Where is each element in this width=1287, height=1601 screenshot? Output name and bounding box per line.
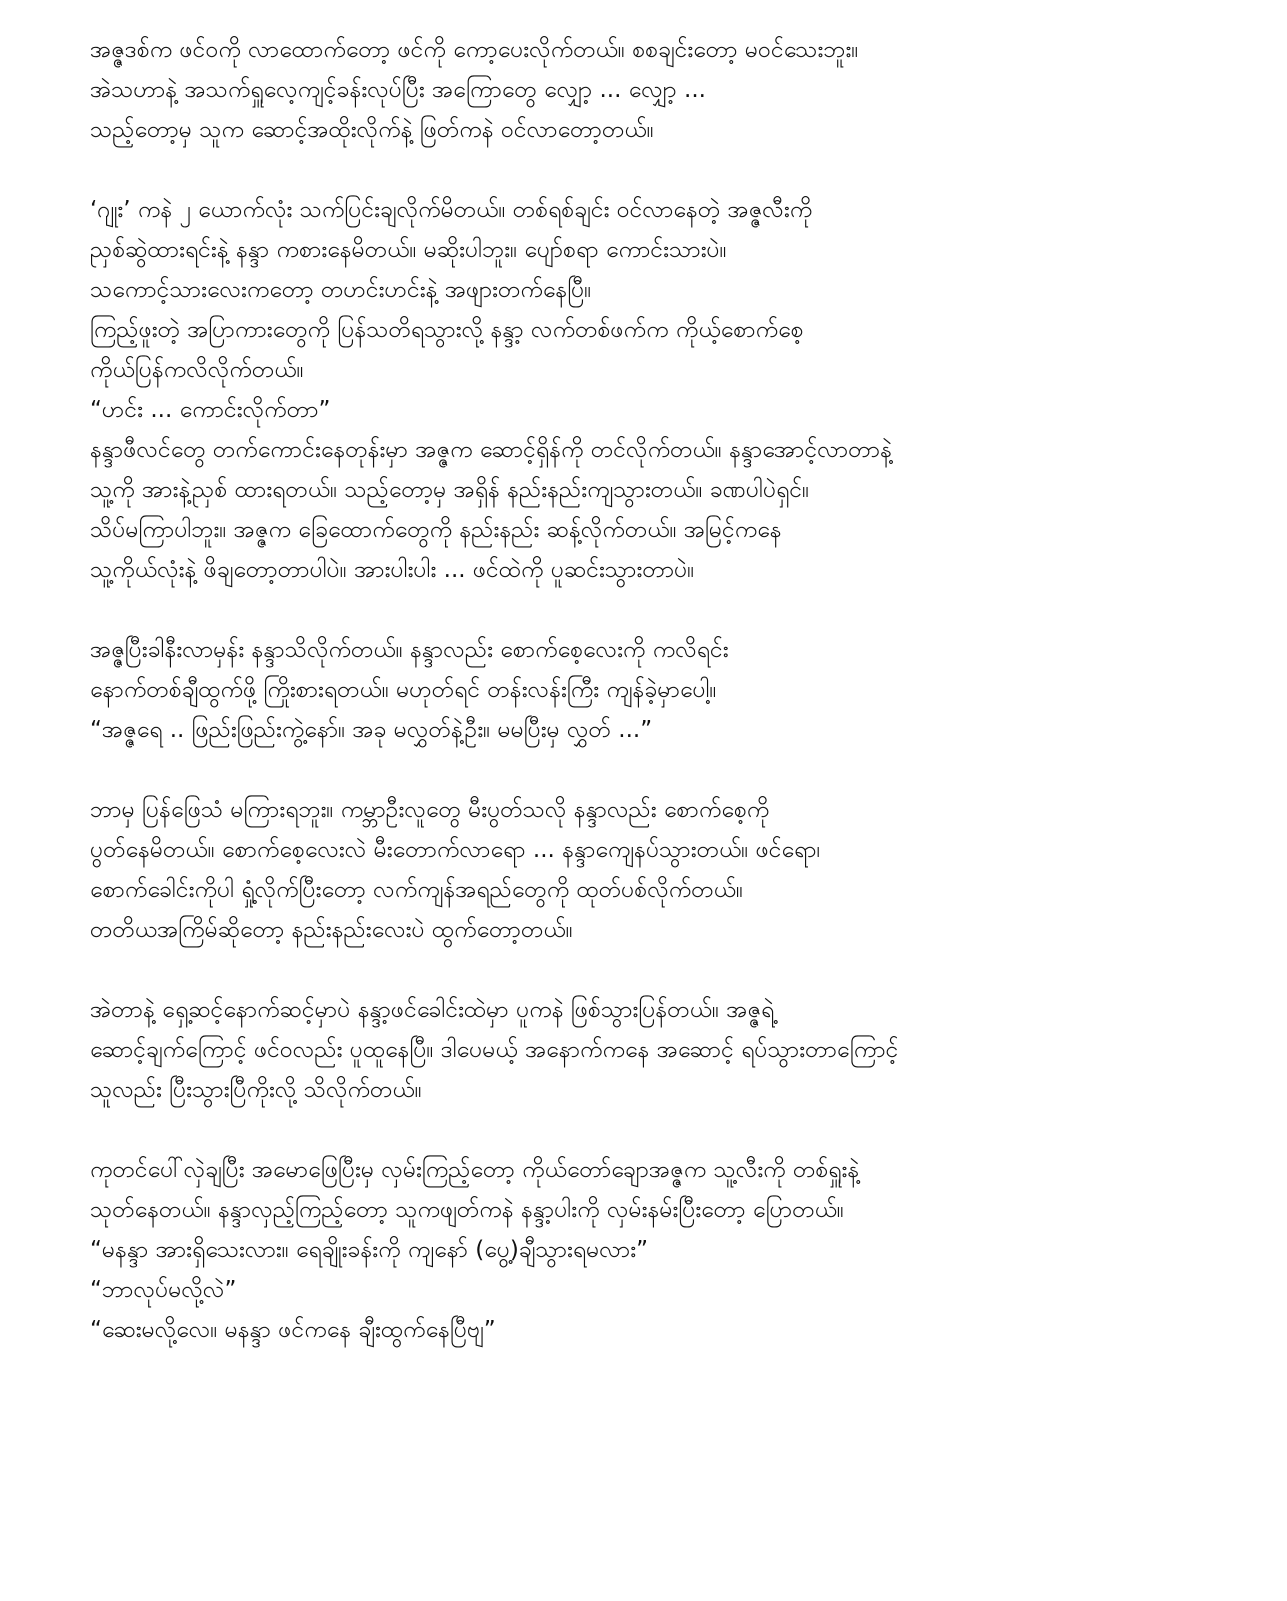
story-text — [90, 30, 1240, 1390]
text-line: အဇ္ဇပြီးခါနီးလာမှန်း နန္ဒာသိလိုက်တယ်။ နန္ဒာလည်း စောက်စေ့လေးကို ကလိရင်း — [90, 637, 729, 663]
text-line: စောက်ခေါင်းကိုပါ ရှုံ့လိုက်ပြီးတော့ လက်ကျန်အရည်တွေကို ထုတ်ပစ်လိုက်တယ်။ — [90, 877, 743, 903]
dialogue-line: “ဟင်း ... ကောင်းလိုက်တာ” — [90, 397, 331, 423]
text-line: ကိုယ်ပြန်ကလိလိုက်တယ်။ — [90, 357, 304, 383]
text-line: နန္ဒာဖီလင်တွေ တက်ကောင်းနေတုန်းမှာ အဇ္ဇက ဆောင့်ရှိန်ကို တင်လိုက်တယ်။ နန္ဒာအောင့်လာတာနဲ့ — [90, 437, 893, 463]
text-line: သကောင့်သားလေးကတော့ တဟင်းဟင်းနဲ့ အဖျားတက်နေပြီ။ — [90, 277, 592, 303]
text-line: ပွတ်နေမိတယ်။ စောက်စေ့လေးလဲ မီးတောက်လာရော ... နန္ဒာကျေနပ်သွားတယ်။ ဖင်ရော၊ — [90, 837, 821, 863]
text-line: သူလည်း ပြီးသွားပြီကိုးလို့ သိလိုက်တယ်။ — [90, 1077, 422, 1103]
paragraph-4 — [90, 790, 1240, 950]
dialogue-line: “မနန္ဒာ အားရှိသေးလား။ ရေချိုးခန်းကို ကျနော် (ပွေ့)ချီသွားရမလား” — [90, 1237, 649, 1263]
dialogue-line: “ဘာလုပ်မလို့လဲ” — [90, 1277, 237, 1303]
paragraph-5 — [90, 990, 1240, 1110]
paragraph-2 — [90, 190, 1240, 590]
text-line: သုတ်နေတယ်။ နန္ဒာလှည့်ကြည့်တော့ သူကဖျတ်ကနဲ နန္ဒာ့ပါးကို လှမ်းနမ်းပြီးတော့ ပြောတယ်။ — [90, 1197, 844, 1223]
text-line: သူ့ကိုယ်လုံးနဲ့ ဖိချတော့တာပါပဲ။ အားပါးပါး ... ဖင်ထဲကို ပူဆင်းသွားတာပဲ။ — [90, 557, 695, 583]
text-line: ‘ဂျုး’ ကနဲ ၂ ယောက်လုံး သက်ပြင်းချလိုက်မိတယ်။ တစ်ရစ်ချင်း ဝင်လာနေတဲ့ အဇ္ဇလီးကို — [90, 197, 813, 223]
text-line: ဆောင့်ချက်ကြောင့် ဖင်ဝလည်း ပူထူနေပြီ။ ဒါပေမယ့် အနောက်ကနေ အဆောင့် ရပ်သွားတာကြောင့် — [90, 1037, 899, 1063]
paragraph-3 — [90, 630, 1240, 750]
dialogue-line: “ဆေးမလို့လေ။ မနန္ဒာ ဖင်ကနေ ချီးထွက်နေပြီဗျ” — [90, 1317, 496, 1343]
text-line: ကုတင်ပေါ်လှဲချပြီး အမောဖြေပြီးမှ လှမ်းကြည့်တော့ ကိုယ်တော်ချောအဇ္ဇက သူ့လီးကို တစ်ရှူးနဲ့ — [90, 1157, 860, 1183]
text-line: ဘာမှ ပြန်ဖြေသံ မကြားရဘူး။ ကမ္ဘာဦးလူတွေ မီးပွတ်သလို နန္ဒာလည်း စောက်စေ့ကို — [90, 797, 770, 823]
paragraph-6 — [90, 1150, 1240, 1350]
text-line: ညှစ်ဆွဲထားရင်းနဲ့ နန္ဒာ ကစားနေမိတယ်။ မဆိုးပါဘူး။ ပျော်စရာ ကောင်းသားပဲ။ — [90, 237, 727, 263]
text-line: အဇ္ဇဒစ်က ဖင်ဝကို လာထောက်တော့ ဖင်ကို ကော့ပေးလိုက်တယ်။ စစချင်းတော့ မဝင်သေးဘူး။ — [90, 37, 859, 63]
text-line: နောက်တစ်ချီထွက်ဖို့ ကြိုးစားရတယ်။ မဟုတ်ရင် တန်းလန်းကြီး ကျန်ခဲ့မှာပေါ့။ — [90, 677, 717, 703]
text-line: အဲသဟာနဲ့ အသက်ရှူလေ့ကျင့်ခန်းလုပ်ပြီး အကြောတွေ လျှော့ ... လျှော့ ... — [90, 77, 706, 103]
text-line: အဲတာနဲ့ ရှေ့ဆင့်နောက်ဆင့်မှာပဲ နန္ဒာ့ဖင်ခေါင်းထဲမှာ ပူကနဲ ဖြစ်သွားပြန်တယ်။ အဇ္ဇရဲ့ — [90, 997, 775, 1023]
paragraph-1 — [90, 30, 1240, 150]
text-line: တတိယအကြိမ်ဆိုတော့ နည်းနည်းလေးပဲ ထွက်တော့တယ်။ — [90, 917, 573, 943]
text-line: ကြည့်ဖူးတဲ့ အပြာကားတွေကို ပြန်သတိရသွားလို့ နန္ဒာ့ လက်တစ်ဖက်က ကိုယ့်စောက်စေ့ — [90, 317, 804, 343]
text-line: သူ့ကို အားနဲ့ညှစ် ထားရတယ်။ သည့်တော့မှ အရှိန် နည်းနည်းကျသွားတယ်။ ခဏပါပဲရှင်။ — [90, 477, 810, 503]
dialogue-line: “အဇ္ဇရေ .. ဖြည်းဖြည်းကွဲ့နော်။ အခု မလွှတ်နဲ့ဦး။ မမပြီးမှ လွှတ် ...” — [90, 717, 653, 743]
text-line: သိပ်မကြာပါဘူး။ အဇ္ဇက ခြေထောက်တွေကို နည်းနည်း ဆန့်လိုက်တယ်။ အမြင့်ကနေ — [90, 517, 782, 543]
text-line: သည့်တော့မှ သူက ဆောင့်အထိုးလိုက်နဲ့ ဖြတ်ကနဲ ဝင်လာတော့တယ်။ — [90, 117, 654, 143]
